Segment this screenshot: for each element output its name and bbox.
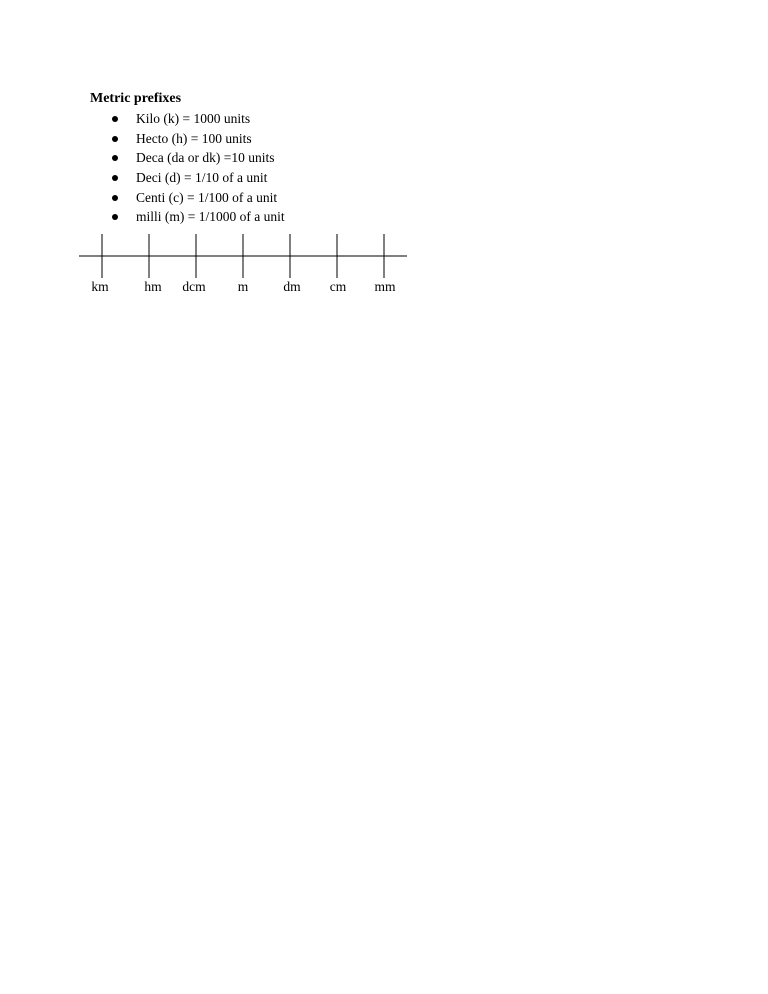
scale-label-hm: hm <box>144 279 162 294</box>
list-item-text: Hecto (h) = 100 units <box>136 130 252 146</box>
scale-label-km: km <box>91 279 109 294</box>
list-item-text: Kilo (k) = 1000 units <box>136 111 251 126</box>
scale-label-cm: cm <box>329 279 347 294</box>
section-heading: Metric prefixes <box>90 91 182 106</box>
metric-scale-diagram <box>0 0 768 320</box>
scale-label-m: m <box>237 279 249 294</box>
list-item-text: Centi (c) = 1/100 of a unit <box>136 189 278 205</box>
list-item-text: milli (m) = 1/1000 of a unit <box>136 209 285 225</box>
list-item-text: Deca (da or dk) =10 units <box>136 150 275 166</box>
scale-label-dm: dm <box>283 279 301 294</box>
scale-label-mm: mm <box>374 279 396 294</box>
scale-label-dcm: dcm <box>182 279 206 294</box>
list-item-text: Deci (d) = 1/10 of a unit <box>136 170 268 186</box>
